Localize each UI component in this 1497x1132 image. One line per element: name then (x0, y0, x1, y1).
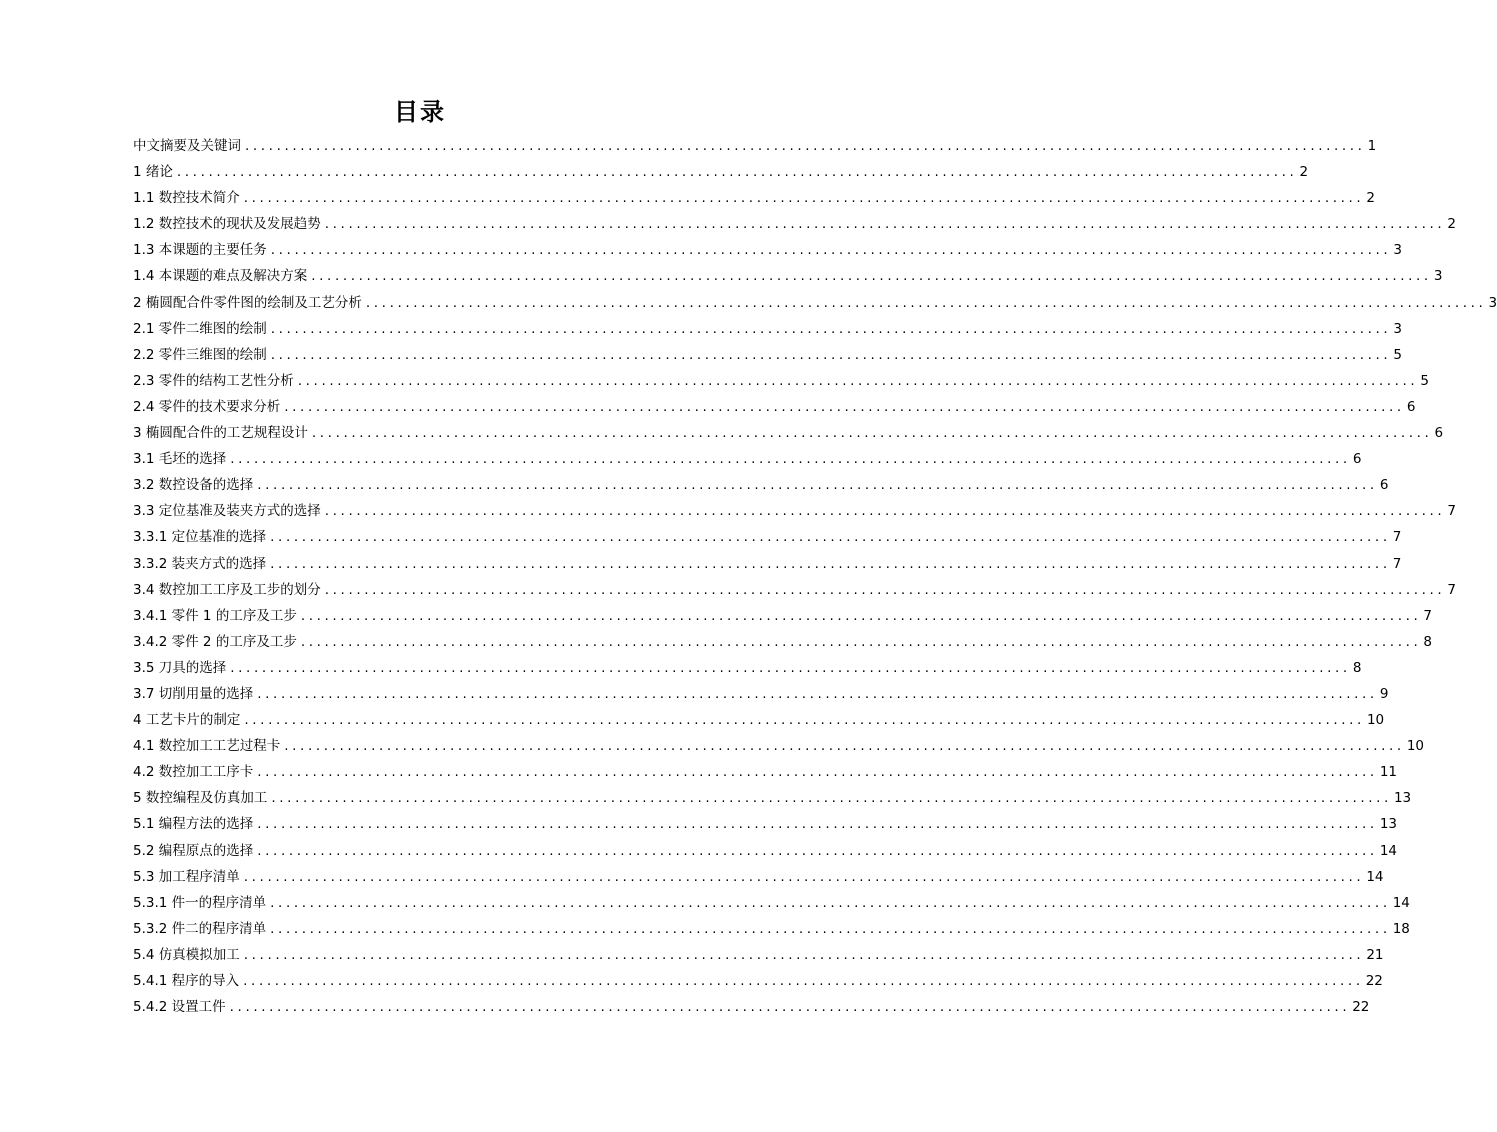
toc-entry-label: 2 椭圆配合件零件图的绘制及工艺分析 (133, 294, 362, 311)
toc-entry[interactable] (133, 133, 1377, 159)
toc-entry-page-number: 6 (1406, 398, 1416, 415)
toc-dot-leader: .............................................................................................................................................. (324, 503, 1446, 520)
toc-entry[interactable] (133, 211, 1456, 237)
toc-entry-label: 1.2 数控技术的现状及发展趋势 (133, 216, 321, 233)
toc-entry-label: 中文摘要及关键词 (133, 138, 241, 154)
toc-dot-leader: .............................................................................................................................................. (300, 607, 1422, 624)
toc-entry[interactable] (133, 368, 1429, 394)
toc-entry[interactable] (133, 237, 1402, 263)
toc-entry-label: 3.4 数控加工工序及工步的划分 (133, 581, 321, 598)
toc-dot-leader: .............................................................................................................................................. (243, 190, 1365, 207)
toc-entry-label: 4 工艺卡片的制定 (133, 712, 241, 729)
toc-entry-label: 1.1 数控技术简介 (133, 190, 240, 207)
toc-entry-page-number: 5 (1393, 346, 1402, 363)
toc-dot-leader: .............................................................................................................................................. (257, 816, 1378, 833)
toc-entry[interactable] (133, 759, 1398, 785)
page-title: 目录 (394, 98, 446, 126)
toc-entry-page-number: 22 (1365, 973, 1383, 989)
toc-entry-label: 3.3 定位基准及装夹方式的选择 (133, 503, 321, 520)
toc-entry-label: 3.5 刀具的选择 (133, 659, 227, 676)
toc-entry-label: 4.2 数控加工工序卡 (133, 764, 254, 781)
toc-entry-label: 1 绪论 (133, 164, 173, 181)
toc-entry-page-number: 11 (1379, 764, 1398, 781)
toc-entry-page-number: 7 (1447, 581, 1456, 598)
toc-dot-leader: .............................................................................................................................................. (365, 294, 1487, 311)
toc-entry[interactable] (133, 290, 1497, 316)
toc-entry-page-number: 1 (1367, 138, 1377, 154)
toc-entry-page-number: 21 (1366, 946, 1384, 963)
toc-entry-label: 3.1 毛坯的选择 (133, 451, 227, 468)
toc-entry-page-number: 13 (1393, 790, 1412, 807)
toc-entry-page-number: 7 (1392, 529, 1402, 546)
toc-entry-label: 5.2 编程原点的选择 (133, 842, 254, 859)
toc-entry[interactable] (133, 681, 1389, 707)
toc-entry[interactable] (133, 994, 1370, 1020)
toc-dot-leader: .............................................................................................................................................. (311, 425, 1433, 442)
toc-dot-leader: .............................................................................................................................................. (243, 973, 1364, 989)
toc-entry-page-number: 14 (1379, 842, 1398, 859)
toc-entry-label: 2.1 零件二维图的绘制 (133, 320, 267, 337)
toc-entry[interactable] (133, 159, 1309, 185)
toc-dot-leader: .............................................................................................................................................. (270, 242, 1392, 259)
toc-entry-page-number: 18 (1392, 920, 1410, 937)
toc-dot-leader: .............................................................................................................................................. (257, 477, 1378, 494)
toc-entry-label: 3 椭圆配合件的工艺规程设计 (133, 425, 308, 442)
toc-entry[interactable] (133, 968, 1383, 994)
toc-entry-page-number: 2 (1299, 164, 1309, 181)
toc-entry-page-number: 7 (1423, 607, 1432, 624)
toc-entry-label: 2.4 零件的技术要求分析 (133, 398, 281, 415)
toc-entry[interactable] (133, 498, 1456, 524)
toc-entry-label: 4.1 数控加工工艺过程卡 (133, 738, 281, 755)
toc-entry-page-number: 13 (1379, 816, 1398, 833)
toc-entry-page-number: 3 (1393, 320, 1402, 337)
toc-dot-leader: .............................................................................................................................................. (229, 999, 1351, 1016)
toc-entry-label: 3.7 切削用量的选择 (133, 685, 254, 702)
toc-entry-page-number: 8 (1423, 633, 1432, 650)
toc-entry[interactable] (133, 472, 1389, 498)
toc-entry-page-number: 3 (1433, 268, 1443, 285)
toc-entry[interactable] (133, 890, 1410, 916)
toc-dot-leader: .............................................................................................................................................. (270, 320, 1392, 337)
toc-entry[interactable] (133, 185, 1375, 211)
toc-entry-page-number: 6 (1379, 477, 1389, 494)
toc-entry[interactable] (133, 707, 1385, 733)
toc-entry[interactable] (133, 733, 1425, 759)
toc-dot-leader: .............................................................................................................................................. (257, 842, 1378, 859)
toc-dot-leader: .............................................................................................................................................. (257, 764, 1378, 781)
toc-entry[interactable] (133, 316, 1402, 342)
toc-entry-page-number: 7 (1392, 555, 1402, 572)
toc-entry-page-number: 2 (1447, 216, 1456, 233)
toc-dot-leader: .............................................................................................................................................. (257, 685, 1378, 702)
toc-entry-label: 3.3.1 定位基准的选择 (133, 529, 267, 546)
toc-entry[interactable] (133, 577, 1456, 603)
toc-entry-page-number: 8 (1352, 659, 1362, 676)
toc-entry[interactable] (133, 916, 1410, 942)
toc-dot-leader: .............................................................................................................................................. (270, 529, 1391, 546)
toc-entry[interactable] (133, 811, 1398, 837)
toc-entry[interactable] (133, 524, 1402, 550)
toc-dot-leader: .............................................................................................................................................. (270, 920, 1391, 937)
toc-dot-leader: .............................................................................................................................................. (245, 138, 1366, 154)
toc-dot-leader: .............................................................................................................................................. (270, 894, 1391, 911)
toc-entry-label: 2.3 零件的结构工艺性分析 (133, 372, 294, 389)
toc-entry[interactable] (133, 263, 1443, 289)
toc-entry-label: 2.2 零件三维图的绘制 (133, 346, 267, 363)
toc-entry-page-number: 22 (1352, 999, 1370, 1016)
toc-dot-leader: .............................................................................................................................................. (311, 268, 1432, 285)
toc-entry-page-number: 14 (1392, 894, 1410, 911)
toc-entry-label: 3.4.2 零件 2 的工序及工步 (133, 633, 297, 650)
toc-entry-label: 1.4 本课题的难点及解决方案 (133, 268, 308, 285)
toc-dot-leader: .............................................................................................................................................. (271, 790, 1392, 807)
toc-entry[interactable] (133, 551, 1402, 577)
toc-dot-leader: .............................................................................................................................................. (244, 712, 1365, 729)
toc-dot-leader: .............................................................................................................................................. (324, 581, 1446, 598)
table-of-contents (133, 133, 1497, 1020)
toc-entry[interactable] (133, 655, 1362, 681)
toc-entry-page-number: 10 (1366, 712, 1385, 729)
toc-entry-label: 5.4.1 程序的导入 (133, 973, 240, 989)
toc-entry[interactable] (133, 942, 1384, 968)
toc-entry-label: 1.3 本课题的主要任务 (133, 242, 267, 259)
toc-entry-page-number: 6 (1352, 451, 1362, 468)
toc-entry[interactable] (133, 342, 1402, 368)
toc-dot-leader: .............................................................................................................................................. (284, 738, 1405, 755)
toc-dot-leader: .............................................................................................................................................. (230, 659, 1351, 676)
toc-entry-label: 5.1 编程方法的选择 (133, 816, 254, 833)
toc-entry-label: 5.3 加工程序清单 (133, 868, 240, 885)
toc-entry-label: 3.2 数控设备的选择 (133, 477, 254, 494)
toc-entry-page-number: 7 (1447, 503, 1456, 520)
toc-dot-leader: .............................................................................................................................................. (297, 372, 1419, 389)
toc-dot-leader: .............................................................................................................................................. (243, 868, 1365, 885)
toc-entry-label: 5 数控编程及仿真加工 (133, 790, 268, 807)
toc-entry-page-number: 9 (1379, 685, 1389, 702)
toc-entry-page-number: 6 (1434, 425, 1444, 442)
toc-entry-page-number: 2 (1366, 190, 1375, 207)
toc-dot-leader: .............................................................................................................................................. (270, 555, 1391, 572)
toc-entry[interactable] (133, 838, 1398, 864)
toc-dot-leader: .............................................................................................................................................. (243, 946, 1365, 963)
toc-entry[interactable] (133, 629, 1432, 655)
toc-entry-label: 5.3.2 件二的程序清单 (133, 920, 267, 937)
toc-dot-leader: .............................................................................................................................................. (284, 398, 1405, 415)
toc-dot-leader: .............................................................................................................................................. (324, 216, 1446, 233)
toc-entry-page-number: 14 (1366, 868, 1384, 885)
toc-entry[interactable] (133, 394, 1416, 420)
toc-dot-leader: .............................................................................................................................................. (270, 346, 1392, 363)
toc-entry-label: 5.3.1 件一的程序清单 (133, 894, 267, 911)
toc-entry[interactable] (133, 446, 1362, 472)
toc-entry-page-number: 3 (1393, 242, 1402, 259)
toc-dot-leader: .............................................................................................................................................. (176, 164, 1298, 181)
toc-entry-label: 5.4.2 设置工件 (133, 999, 226, 1016)
toc-entry-label: 3.4.1 零件 1 的工序及工步 (133, 607, 297, 624)
toc-dot-leader: .............................................................................................................................................. (300, 633, 1422, 650)
toc-entry[interactable] (133, 785, 1412, 811)
toc-entry-page-number: 10 (1406, 738, 1425, 755)
toc-entry-page-number: 3 (1488, 294, 1497, 311)
toc-dot-leader: .............................................................................................................................................. (230, 451, 1351, 468)
toc-entry-page-number: 5 (1420, 372, 1429, 389)
toc-entry-label: 5.4 仿真模拟加工 (133, 946, 240, 963)
toc-entry[interactable] (133, 864, 1384, 890)
toc-entry-label: 3.3.2 装夹方式的选择 (133, 555, 267, 572)
toc-entry[interactable] (133, 603, 1432, 629)
toc-entry[interactable] (133, 420, 1444, 446)
